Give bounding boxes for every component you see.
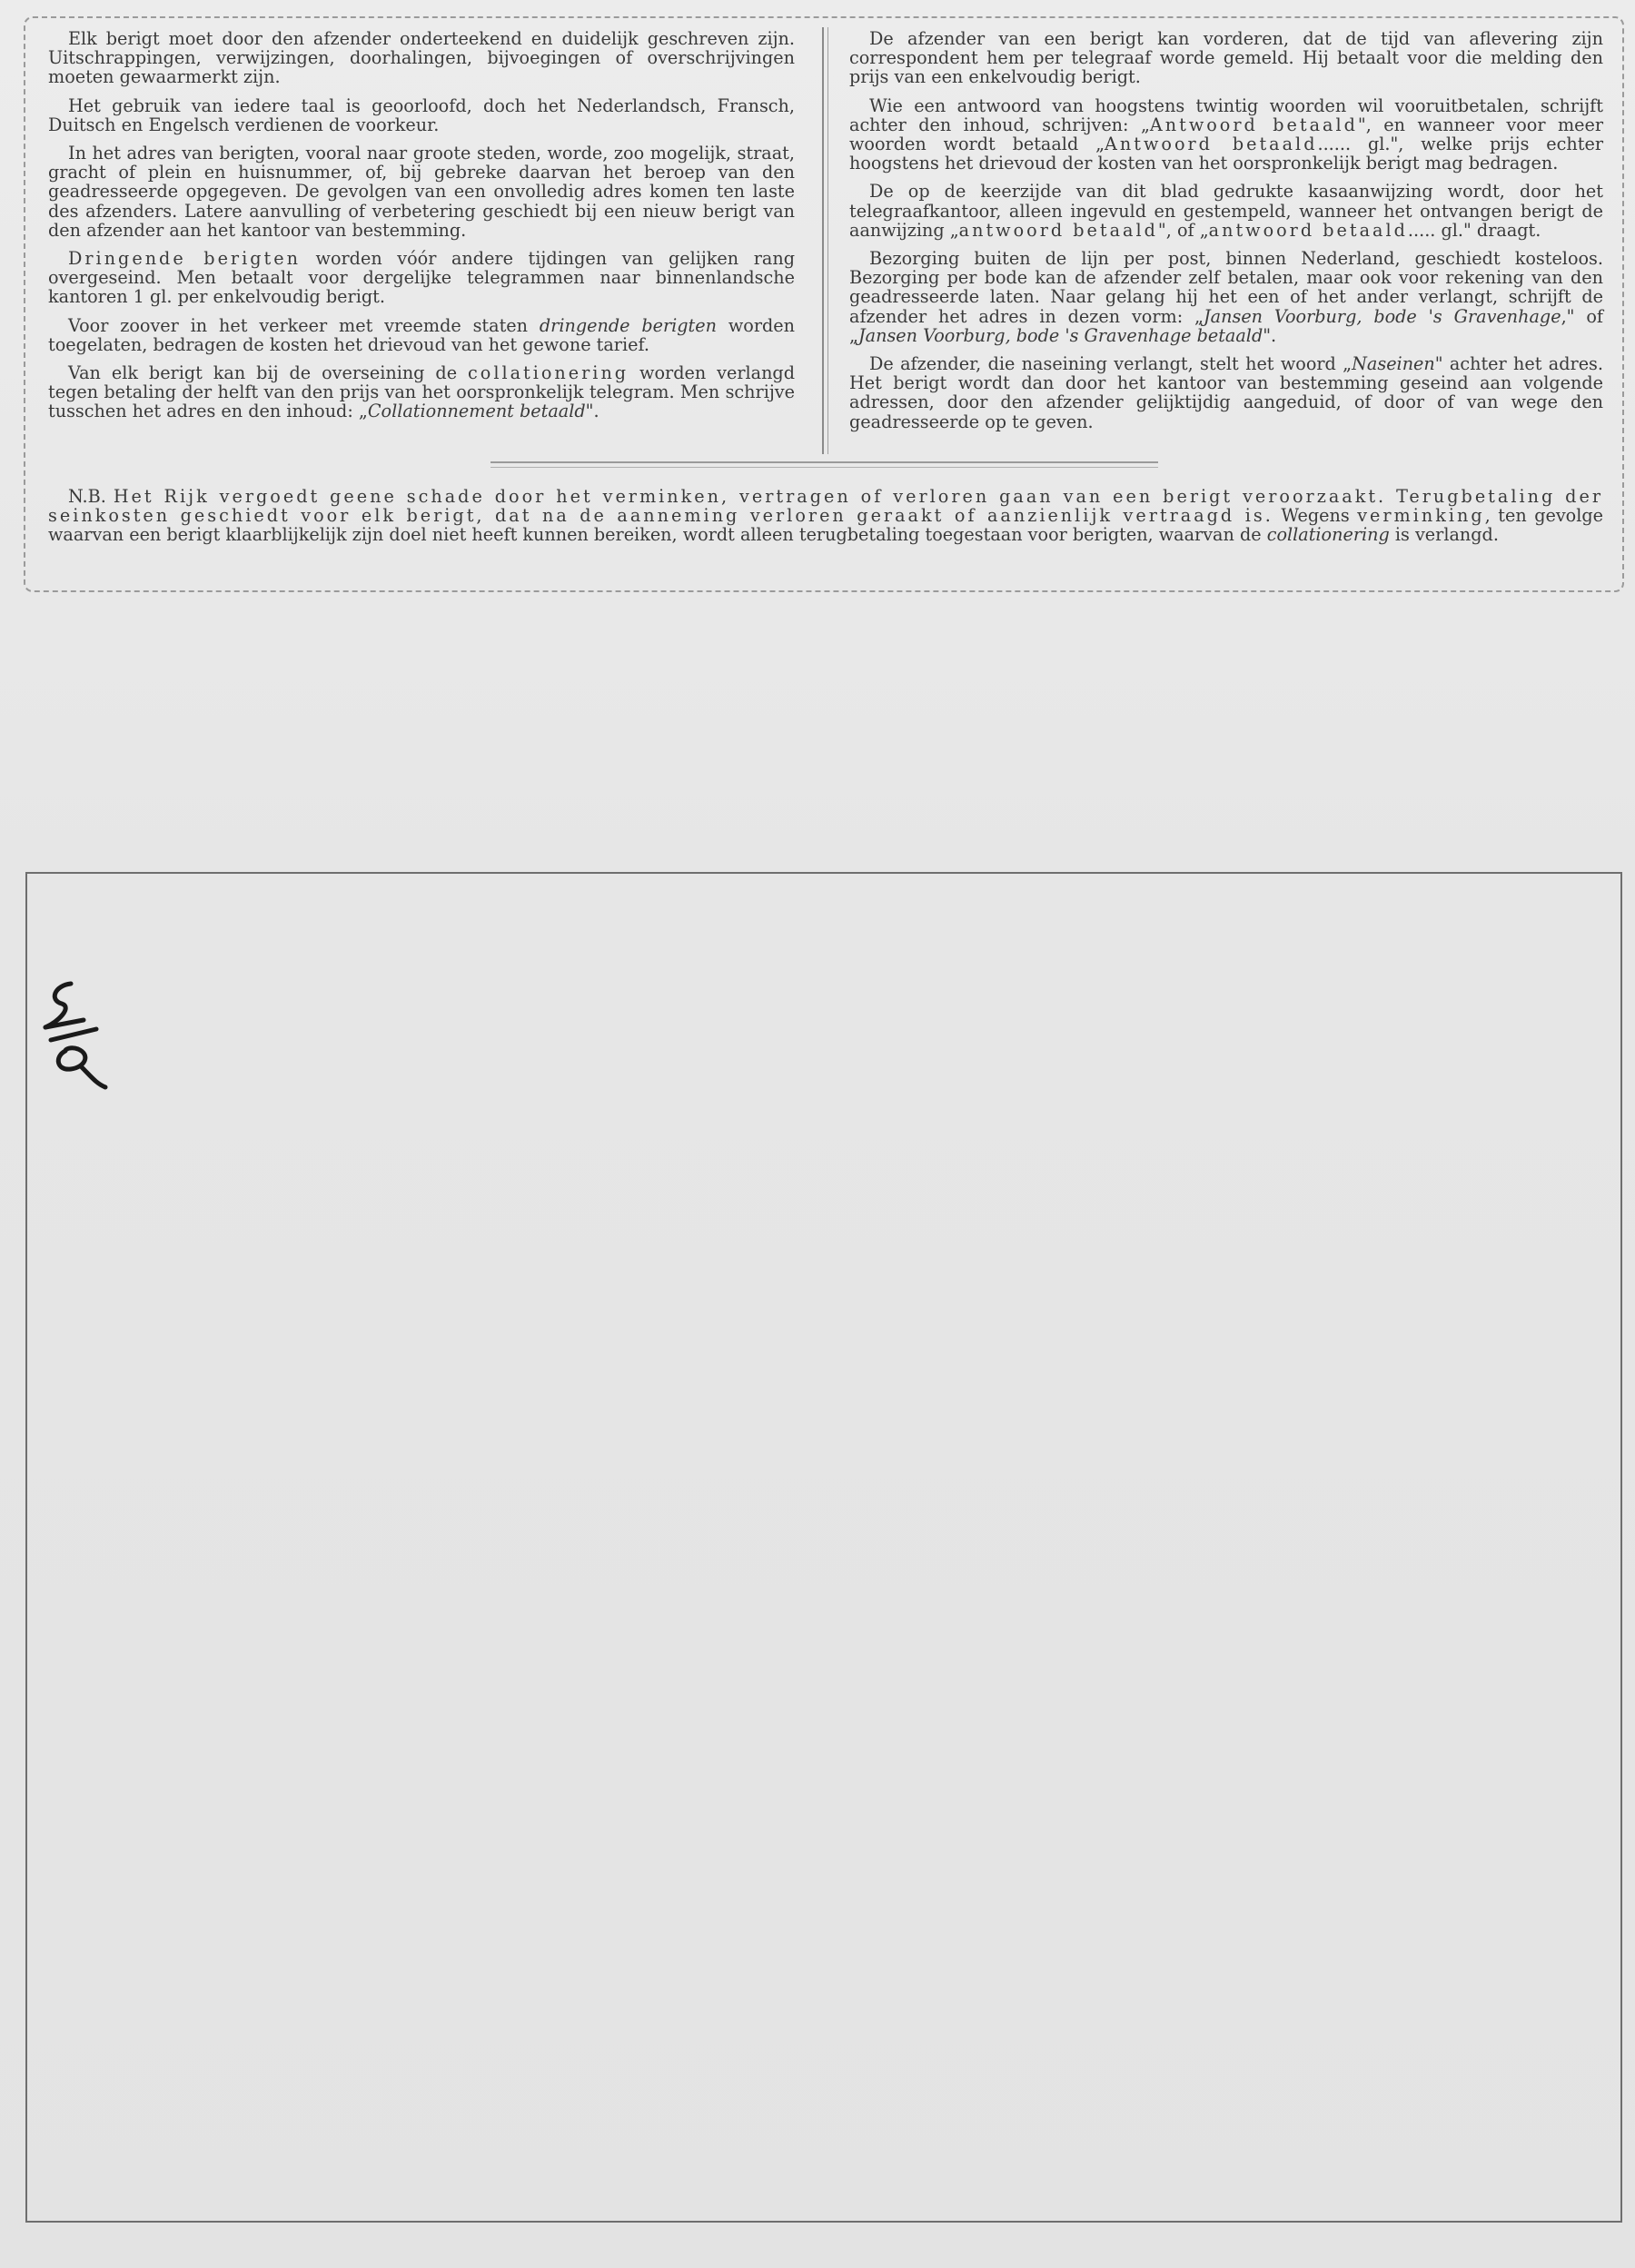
text-run: ..... gl." draagt. (1407, 219, 1541, 241)
instruction-paragraph (48, 96, 795, 134)
text-run: Bezorging buiten de lijn per post, binnen Nederland, geschiedt kosteloos. Bezorging per bode kan de afzender zelf betalen, maar ook voor rekening van den geadresseerde laten. Naar gelang hij het een of het ander verlangt, schrijft de afzender het adres in dezen vorm: „ (849, 248, 1603, 327)
separator-rule (490, 461, 1158, 463)
column-divider-thin (827, 27, 828, 454)
text-run: worden vóór andere tijdingen van gelijken rang overgeseind. Men betaalt voor dergelijke telegrammen naar binnenlandsche kantoren 1 gl. per enkelvoudig berigt. (48, 248, 795, 308)
text-run: Van elk berigt kan bij de overseining de (68, 362, 469, 384)
instruction-paragraph (48, 29, 795, 87)
text-run: ". (1263, 324, 1277, 346)
text-run: Elk berigt moet door den afzender onderteekend en duidelijk geschreven zijn. Uitschrappingen, verwijzingen, doorhalingen, bijvoegingen of overschrijvingen moeten gewaarmerkt zijn. (48, 28, 795, 88)
text-run: N.B. (68, 486, 114, 507)
text-run: Antwoord betaald (1149, 114, 1358, 135)
text-run: Jansen Voorburg, bode 's Gravenhage betaald (857, 324, 1263, 346)
text-run: De op de keerzijde van dit blad gedrukte kasaanwijzing wordt, door het telegraafkantoor, alleen ingevuld en gestempeld, wanneer het ontvangen berigt de aanwijzing „ (849, 181, 1603, 241)
text-run: collationering (1266, 524, 1390, 546)
handwritten-number-signature (18, 976, 127, 1094)
text-run: In het adres van berigten, vooral naar groote steden, worde, zoo mogelijk, straat, gracht of plein en huisnummer, of, bij gebreke daarvan het beroep van den geadresseerde opgegeven. De gevolgen van een onvolledig adres komen ten laste des afzenders. Latere aanvulling of verbetering geschiedt bij een nieuw berigt van den afzender aan het kantoor van bestemming. (48, 143, 795, 241)
instructions-right-column (849, 29, 1603, 441)
text-run: Naseinen (1352, 353, 1435, 375)
text-run: Collationnement betaald (367, 401, 586, 422)
text-run: Jansen Voorburg, bode 's Gravenhage (1203, 305, 1561, 327)
text-run: worden verlangd tegen betaling der helft van den prijs van het oorspronkelijk telegram. Men schrijve tusschen het adres en den inhoud: „ (48, 362, 796, 422)
text-run: dringende berigten (539, 314, 717, 336)
text-run: Wie een antwoord van hoogstens twintig woorden wil vooruitbetalen, schrijft achter den inhoud, schrijven: „ (849, 94, 1603, 135)
instruction-paragraph (849, 354, 1603, 431)
text-run: " achter het adres. Het berigt wordt dan door het kantoor van bestemming geseind aan volgende adressen, door den afzender gelijktijdig aangeduid, of door of van wege den geadresseerde op te geven. (849, 353, 1603, 432)
instruction-paragraph (48, 363, 795, 421)
instruction-paragraph (48, 144, 795, 240)
instruction-paragraph (48, 249, 795, 307)
instruction-paragraph (849, 29, 1603, 87)
text-run: Dringende berigten (68, 248, 301, 270)
separator-rule-thin (490, 467, 1158, 468)
text-run: Het Rijk vergoedt geene schade door het verminken, vertragen of verloren gaan van een berigt veroorzaakt. Terugbetaling der seinkosten geschiedt voor elk berigt, dat na de aanneming verloren geraakt of aanzienlijk vertraagd is. (48, 486, 1603, 527)
text-run: De afzender van een berigt kan vorderen, dat de tijd van aflevering zijn correspondent hem per telegraaf worde gemeld. Hij betaalt voor die melding den prijs van een enkelvoudig berigt. (849, 28, 1603, 88)
text-run: collationering (468, 362, 629, 384)
column-divider (822, 27, 824, 454)
telegram-form-area (25, 872, 1622, 2223)
text-run: is verlangd. (1389, 524, 1499, 546)
instruction-paragraph (849, 96, 1603, 173)
text-run: antwoord betaald (958, 219, 1158, 241)
instruction-paragraph (48, 316, 795, 354)
instructions-left-column (48, 29, 795, 431)
text-run: Antwoord betaald (1105, 134, 1318, 155)
text-run: De afzender, die naseining verlangt, stelt het woord „ (869, 353, 1353, 375)
instruction-paragraph (849, 249, 1603, 345)
text-run: ". (585, 401, 600, 422)
text-run: Wegens (1273, 505, 1358, 527)
text-run: ...... gl.", welke prijs echter hoogstens het drievoud der kosten van het oorspronkelijk berigt mag bedragen. (849, 134, 1603, 174)
text-run: , ten gevolge waarvan een berigt klaarblijkelijk zijn doel niet heeft kunnen bereiken, wordt alleen terugbetaling toegestaan voor berigten, waarvan de (48, 505, 1603, 546)
text-run: verminking (1357, 505, 1485, 527)
text-run: ," of „ (849, 305, 1604, 346)
text-run: Het gebruik van iedere taal is geoorloofd, doch het Nederlandsch, Fransch, Duitsch en Engelsch verdienen de voorkeur. (48, 94, 795, 135)
text-run: ", en wanneer voor meer woorden wordt betaald „ (849, 114, 1604, 155)
text-run: ", of „ (1157, 219, 1209, 241)
text-run: Voor zoover in het verkeer met vreemde staten (68, 314, 540, 336)
text-run: antwoord betaald (1208, 219, 1408, 241)
nb-liability-note (48, 487, 1603, 545)
instruction-paragraph (849, 182, 1603, 240)
text-run: worden toegelaten, bedragen de kosten het drievoud van het gewone tarief. (48, 314, 795, 355)
nb-paragraph (48, 487, 1603, 545)
